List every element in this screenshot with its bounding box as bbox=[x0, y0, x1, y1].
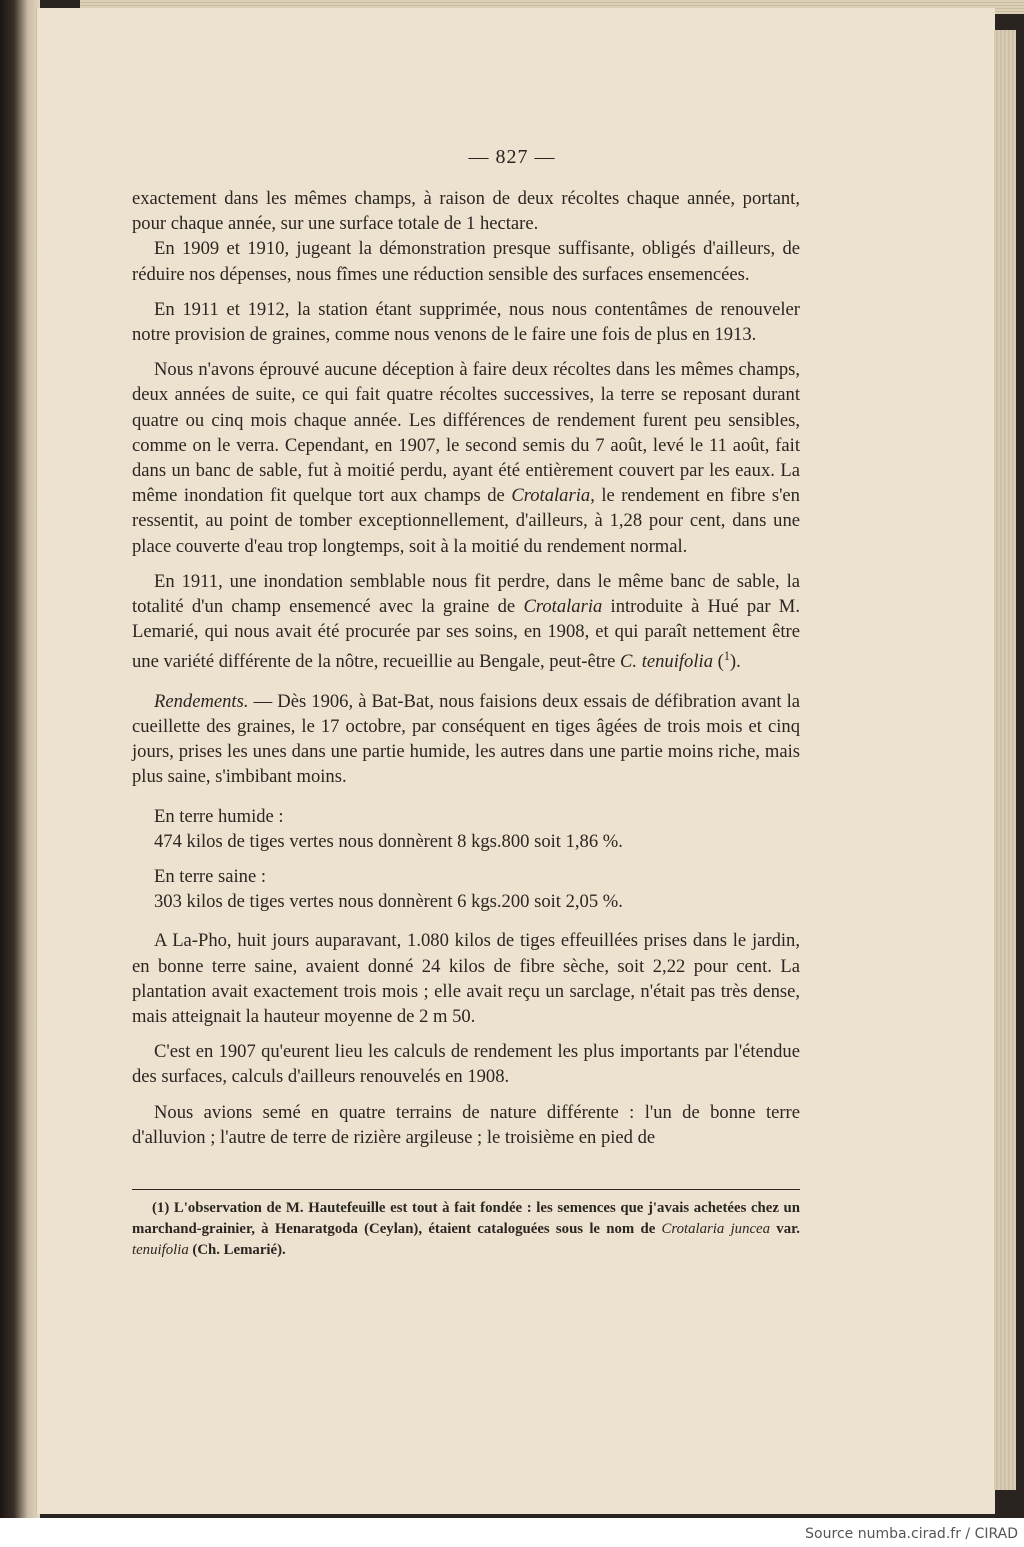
paragraph-4-text: Nous n'avons éprouvé aucune déception à faire deux récoltes dans les mêmes champs, deux années de suite, ce qui fait quatre récoltes successives, la terre se reposant durant quatre ou cinq mois chaque année. Les différences de rendement furent peu sensibles, comme on le verra. Cependant, en 1907, le second semis du 7 août, levé le 11 août, fait dans un banc de sable, fut à moitié perdu, ayant été entièrement couvert par les eaux. La même inondation fit quelque tort aux champs de bbox=[132, 359, 800, 507]
measurement-2-value: 303 kilos de tiges vertes nous donnèrent 6 kgs.200 soit 2,05 %. bbox=[154, 891, 623, 913]
paragraph-9-text: Nous avions semé en quatre terrains de nature différente : l'un de bonne terre d'alluvion ; l'autre de terre de rizière argileuse ; le troisième en pied de bbox=[132, 1101, 800, 1148]
paragraph-4-italic: Crotalaria bbox=[511, 485, 591, 507]
paragraph-1 bbox=[132, 186, 800, 236]
source-credit: Source numba.cirad.fr / CIRAD bbox=[805, 1526, 1018, 1542]
paragraph-5-italic: Crotalaria bbox=[523, 596, 603, 618]
paragraph-2-text: En 1909 et 1910, jugeant la démonstration presque suffisante, obligés d'ailleurs, de réduire nos dépenses, nous fîmes une réduction sensible des surfaces ensemencées. bbox=[132, 238, 800, 285]
paragraph-5-text: En 1911, une inondation semblable nous fit perdre, dans le même banc de sable, la totalité d'un champ ensemencé avec la graine de bbox=[132, 570, 800, 618]
paragraph-3 bbox=[132, 297, 800, 347]
paragraph-5 bbox=[132, 569, 800, 675]
page-stack-right-edge bbox=[994, 30, 1016, 1490]
footnote bbox=[132, 1198, 800, 1261]
footnote-text: L'observation de M. Hautefeuille est tout à fait fondée : les semences que j'avais achetées chez un marchand-grainier, à Henaratgoda (Ceylan), étaient cataloguées sous le nom de bbox=[132, 1200, 800, 1237]
measurement-2-label: En terre saine : bbox=[154, 866, 267, 888]
page-number: — 827 — bbox=[468, 146, 556, 168]
paragraph-7-text: A La-Pho, huit jours auparavant, 1.080 kilos de tiges effeuillées prises dans le jardin, en bonne terre saine, avaient donné 24 kilos de fibre sèche, soit 2,22 pour cent. La plantation avait exactement trois mois ; elle avait reçu un sarclage, n'était pas très dense, mais atteignait la hauteur moyenne de 2 m 50. bbox=[132, 930, 800, 1028]
paragraph-7 bbox=[132, 928, 800, 1029]
paragraph-5-paren-open: ( bbox=[712, 651, 724, 673]
footnote-italic-species: Crotalaria juncea bbox=[661, 1221, 771, 1237]
paragraph-6 bbox=[132, 689, 800, 790]
paragraph-4 bbox=[132, 357, 800, 559]
paragraph-1-text: exactement dans les mêmes champs, à raison de deux récoltes chaque année, portant, pour chaque année, sur une surface totale de 1 hectare. bbox=[132, 188, 800, 235]
paragraph-2 bbox=[132, 236, 800, 286]
paragraph-5-text-mid: introduite à Hué par M. Lemarié, qui nous avait été procurée par ses soins, en 1908, et qui paraît nettement être une variété différente de la nôtre, recueillie au Bengale, peut-être bbox=[132, 596, 800, 673]
measurement-1-label: En terre humide : bbox=[154, 805, 284, 827]
paragraph-5-italic-species: C. tenuifolia bbox=[620, 651, 713, 673]
book-spine bbox=[0, 0, 40, 1518]
body-text bbox=[132, 186, 800, 1150]
section-heading-rendements: Rendements. bbox=[154, 690, 249, 712]
paragraph-8 bbox=[132, 1039, 800, 1089]
paragraph-6-text: — Dès 1906, à Bat-Bat, nous faisions deux essais de défibration avant la cueillette des graines, le 17 octobre, par conséquent en tiges âgées de trois mois et cinq jours, prises les unes dans une partie humide, les autres dans une partie moins riche, mais plus saine, s'imbibant moins. bbox=[132, 690, 800, 788]
paragraph-3-text: En 1911 et 1912, la station étant supprimée, nous nous contentâmes de renouveler notre provision de graines, comme nous venons de le faire une fois de plus en 1913. bbox=[132, 298, 800, 346]
footnote-text-var: var. bbox=[770, 1221, 801, 1237]
paragraph-4-text-end: , le rendement en fibre s'en ressentit, au point de tomber exceptionnellement, d'ailleurs, à 1,28 pour cent, dans une place couverte d'eau trop longtemps, soit à la moitié du rendement normal. bbox=[132, 485, 800, 557]
footnote-italic-variety: tenuifolia bbox=[132, 1242, 189, 1258]
footnote-reference: 1 bbox=[723, 649, 730, 664]
measurement-1-value: 474 kilos de tiges vertes nous donnèrent 8 kgs.800 soit 1,86 %. bbox=[154, 830, 623, 852]
paragraph-9 bbox=[132, 1100, 800, 1150]
footnote-divider bbox=[132, 1189, 800, 1190]
paragraph-8-text: C'est en 1907 qu'eurent lieu les calculs de rendement les plus importants par l'étendue des surfaces, calculs d'ailleurs renouvelés en 1908. bbox=[132, 1041, 800, 1088]
footnote-text-end: (Ch. Lemarié). bbox=[188, 1242, 286, 1258]
paragraph-5-paren-close: ). bbox=[729, 651, 741, 673]
footnote-marker: (1) bbox=[152, 1200, 170, 1216]
